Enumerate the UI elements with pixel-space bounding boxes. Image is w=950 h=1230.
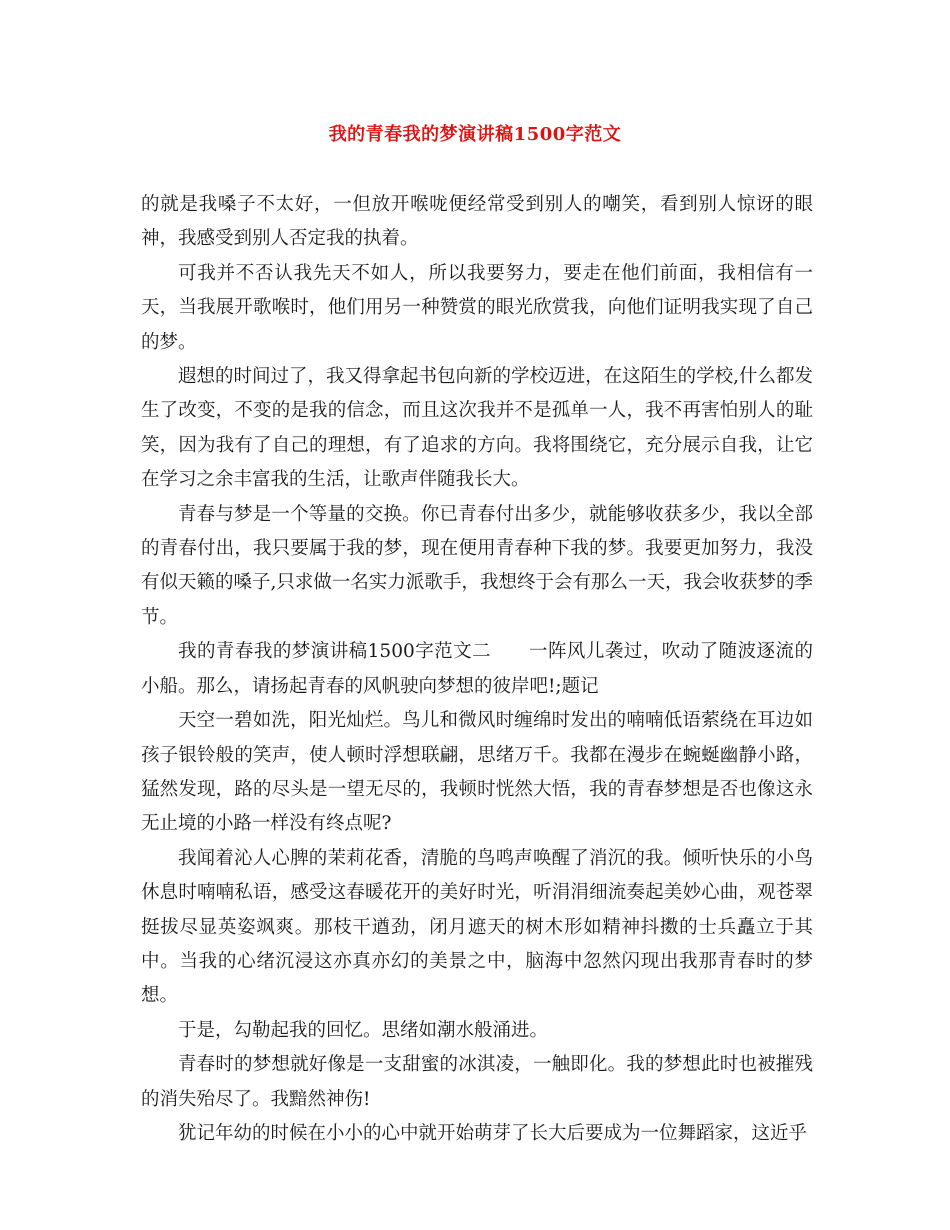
paragraph: 天空一碧如洗，阳光灿烂。鸟儿和微风时缠绵时发出的喃喃低语萦绕在耳边如孩子银铃般的笑声，使人顿时浮想联翩，思绪万千。我都在漫步在蜿蜒幽静小路，猛然发现，路的尽头是一望无尽的，我顿时恍然大悟，我的青春梦想是否也像这永无止境的小路一样没有终点呢? [141, 710, 813, 835]
paragraph: 遐想的时间过了，我又得拿起书包向新的学校迈进，在这陌生的学校,什么都发生了改变，不变的是我的信念，而且这次我并不是孤单一人，我不再害怕别人的耻笑，因为我有了自己的理想，有了追求的方向。我将围绕它，充分展示自我，让它在学习之余丰富我的生活，让歌声伴随我长大。 [141, 366, 813, 491]
document-title: 我的青春我的梦演讲稿1500字范文 [328, 124, 622, 145]
paragraph: 我闻着沁人心脾的茉莉花香，清脆的鸟鸣声唤醒了消沉的我。倾听快乐的小鸟休息时喃喃私语，感受这春暖花开的美好时光，听涓涓细流奏起美妙心曲，观苍翠挺拔尽显英姿飒爽。那枝干遒劲，闭月遮天的树木形如精神抖擞的士兵矗立于其中。当我的心绪沉浸这亦真亦幻的美景之中，脑海中忽然闪现出我那青春时的梦想。 [141, 847, 813, 1007]
paragraph: 于是，勾勒起我的回忆。思绪如潮水般涌进。 [178, 1019, 549, 1041]
paragraph: 犹记年幼的时候在小小的心中就开始萌芽了长大后要成为一位舞蹈家，这近乎 [178, 1122, 808, 1144]
paragraph: 的就是我嗓子不太好，一但放开喉咙便经常受到别人的嘲笑，看到别人惊讶的眼神，我感受到别人否定我的执着。 [141, 194, 813, 250]
paragraph: 青春与梦是一个等量的交换。你已青春付出多少，就能够收获多少，我以全部的青春付出，我只要属于我的梦，现在便用青春种下我的梦。我要更加努力，我没有似天籁的嗓子,只求做一名实力派歌手，我想终于会有那么一天，我会收获梦的季节。 [141, 503, 813, 628]
paragraph: 我的青春我的梦演讲稿1500字范文二 一阵风儿袭过，吹动了随波逐流的小船。那么，请扬起青春的风帆驶向梦想的彼岸吧!;题记 [141, 641, 813, 697]
paragraph: 青春时的梦想就好像是一支甜蜜的冰淇凌，一触即化。我的梦想此时也被摧残的消失殆尽了。我黯然神伤! [141, 1054, 813, 1110]
document-body [141, 188, 813, 1151]
paragraph: 可我并不否认我先天不如人，所以我要努力，要走在他们前面，我相信有一天，当我展开歌喉时，他们用另一种赞赏的眼光欣赏我，向他们证明我实现了自己的梦。 [141, 262, 813, 353]
